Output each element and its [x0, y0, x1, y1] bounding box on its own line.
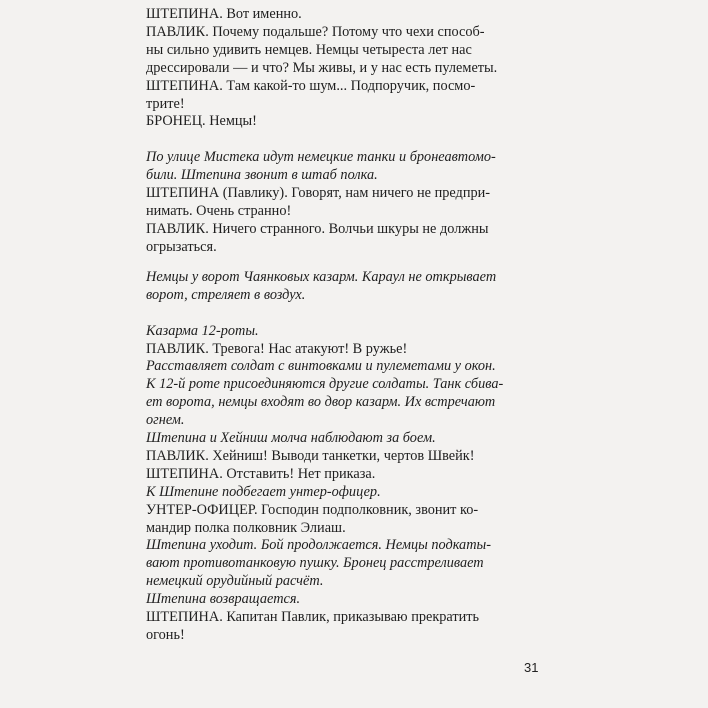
stage-direction: Штепина возвращается.: [146, 591, 301, 608]
dialogue-line: ШТЕПИНА. Отставить! Нет приказа.: [146, 465, 376, 482]
dialogue-line: ШТЕПИНА. Капитан Павлик, приказываю прекратить огонь!: [146, 609, 480, 643]
stage-direction: Штепина и Хейниш молча наблюдают за боем.: [146, 430, 436, 447]
stage-direction: Немцы у ворот Чаянковых казарм. Караул не открывает ворот, стреляет в воздух.: [146, 268, 497, 303]
stage-direction: Штепина уходит. Бой продолжается. Немцы подкаты- вают противотанковую пушку. Бронец расстреливает немецкий орудийный расчёт.: [146, 537, 491, 590]
dialogue-line: БРОНЕЦ. Немцы!: [146, 113, 257, 130]
page-number: 31: [524, 660, 539, 675]
dialogue-line: УНТЕР-ОФИЦЕР. Господин подполковник, звонит ко- мандир полка полковник Элиаш.: [146, 501, 479, 536]
stage-direction: По улице Мистека идут немецкие танки и бронеавтомо- били. Штепина звонит в штаб полка.: [146, 149, 496, 184]
scene-heading: Казарма 12-роты.: [146, 322, 259, 339]
dialogue-line: ШТЕПИНА. Там какой-то шум... Подпоручик, посмо- трите!: [146, 77, 476, 112]
dialogue-line: ПАВЛИК. Почему подальше? Потому что чехи способ- ны сильно удивить немцев. Немцы четыреста лет нас дрессировали — и что? Мы живы, и у нас есть пулеметы.: [146, 23, 498, 76]
dialogue-line: ПАВЛИК. Хейниш! Выводи танкетки, чертов Швейк!: [146, 447, 475, 464]
dialogue-line: ПАВЛИК. Тревога! Нас атакуют! В ружье!: [146, 340, 408, 357]
paragraph-gap: [146, 305, 546, 323]
stage-direction: К Штепине подбегает унтер-офицер.: [146, 483, 381, 500]
dialogue-line: ШТЕПИНА (Павлику). Говорят, нам ничего не предпри- нимать. Очень странно!: [146, 185, 491, 220]
paragraph-gap: [146, 131, 546, 149]
dialogue-line: ШТЕПИНА. Вот именно.: [146, 6, 302, 22]
stage-direction: Расставляет солдат с винтовками и пулеметами у окон. К 12-й роте присоединяются другие солдаты. Танк сбива- ет ворота, немцы входят во двор казарм. Их встречают огнем.: [146, 358, 504, 429]
dialogue-line: ПАВЛИК. Ничего странного. Волчьи шкуры не должны огрызаться.: [146, 220, 489, 255]
paragraph-gap: [146, 257, 546, 269]
page-text: [146, 6, 546, 645]
